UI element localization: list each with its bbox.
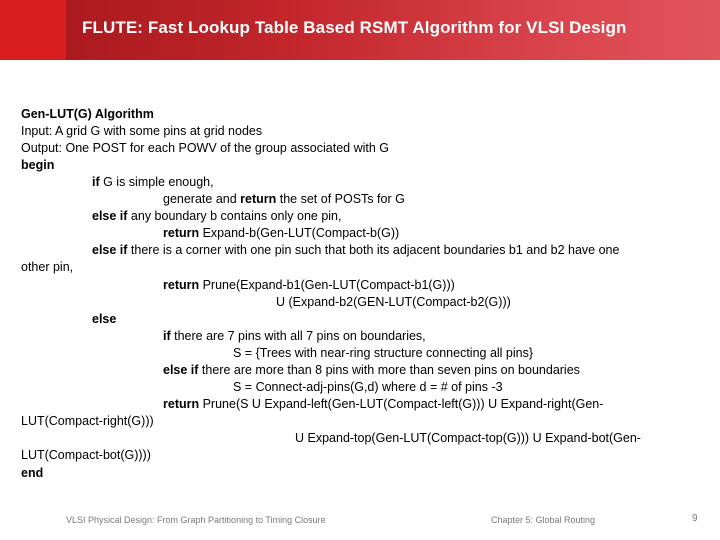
algorithm-line: if there are 7 pins with all 7 pins on boundaries,	[163, 329, 426, 343]
algorithm-line: LUT(Compact-bot(G))))	[21, 448, 151, 462]
footer-book-title: VLSI Physical Design: From Graph Partitioning to Timing Closure	[66, 515, 326, 525]
algorithm-line: U Expand-top(Gen-LUT(Compact-top(G))) U Expand-bot(Gen-	[295, 431, 641, 445]
algorithm-line: S = {Trees with near-ring structure connecting all pins}	[233, 346, 534, 360]
algorithm-output: Output: One POST for each POWV of the group associated with G	[21, 141, 390, 155]
algorithm-line: U (Expand-b2(GEN-LUT(Compact-b2(G)))	[276, 295, 511, 309]
algorithm-line: generate and return the set of POSTs for G	[163, 192, 405, 206]
algorithm-title: Gen-LUT(G) Algorithm	[21, 107, 154, 121]
algorithm-line: other pin,	[21, 260, 74, 274]
algorithm-line: else if there is a corner with one pin such that both its adjacent boundaries b1 and b2 have one	[92, 243, 620, 257]
header-corner-block	[0, 0, 66, 60]
algorithm-line: if G is simple enough,	[92, 175, 214, 189]
algorithm-line: else if any boundary b contains only one pin,	[92, 209, 342, 223]
algorithm-line: else	[92, 312, 117, 326]
algorithm-line: else if there are more than 8 pins with more than seven pins on boundaries	[163, 363, 580, 377]
algorithm-input: Input: A grid G with some pins at grid nodes	[21, 124, 263, 138]
algorithm-end: end	[21, 466, 44, 480]
page-number: 9	[692, 513, 698, 524]
algorithm-begin: begin	[21, 158, 55, 172]
slide-title: FLUTE: Fast Lookup Table Based RSMT Algorithm for VLSI Design	[82, 18, 627, 37]
algorithm-line: return Prune(Expand-b1(Gen-LUT(Compact-b1(G)))	[163, 278, 455, 292]
algorithm-line: S = Connect-adj-pins(G,d) where d = # of pins -3	[233, 380, 503, 394]
footer-chapter: Chapter 5: Global Routing	[491, 515, 596, 525]
header-bar	[0, 0, 720, 60]
algorithm-line: LUT(Compact-right(G)))	[21, 414, 154, 428]
algorithm-line: return Prune(S U Expand-left(Gen-LUT(Compact-left(G))) U Expand-right(Gen-	[163, 397, 604, 411]
algorithm-line: return Expand-b(Gen-LUT(Compact-b(G))	[163, 226, 400, 240]
